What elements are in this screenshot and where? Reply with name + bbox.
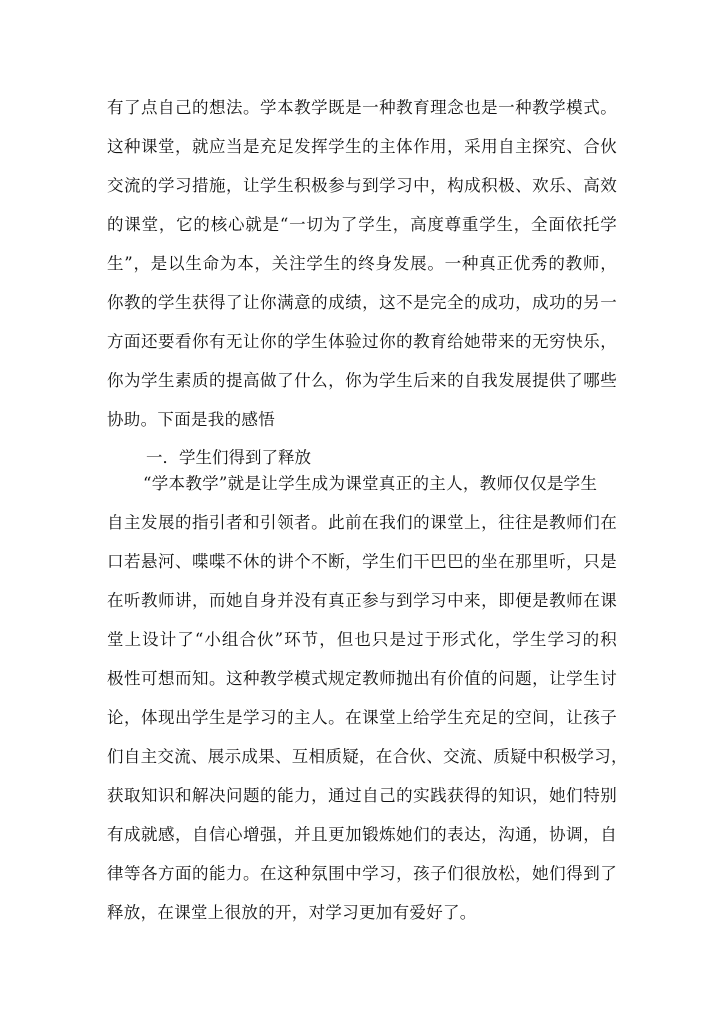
paragraph-line: 律等各方面的能力。在这种氛围中学习，孩子们很放松，她们得到了	[107, 864, 617, 883]
paragraph-line: 的课堂，它的核心就是“一切为了学生，高度尊重学生，全面依托学	[107, 215, 617, 234]
paragraph-line: 们自主交流、展示成果、互相质疑，在合伙、交流、质疑中积极学习，	[107, 747, 628, 766]
paragraph-line: 有成就感，自信心增强，并且更加锻炼她们的表达，沟通，协调，自	[107, 825, 617, 844]
section-heading: 一．学生们得到了释放	[146, 448, 311, 467]
paragraph-line: 释放，在课堂上很放的开，对学习更加有爱好了。	[107, 903, 477, 922]
paragraph-intro	[107, 88, 617, 439]
paragraph-line: 堂上设计了“小组合伙”环节，但也只是过于形式化，学生学习的积	[107, 630, 617, 649]
paragraph-line: 方面还要看你有无让你的学生体验过你的教育给她带来的无穷快乐，	[107, 332, 617, 351]
paragraph-line: 获取知识和解决问题的能力，通过自己的实践获得的知识，她们特别	[107, 786, 617, 805]
paragraph-line: 极性可想而知。这种教学模式规定教师抛出有价值的问题，让学生讨	[107, 669, 617, 688]
paragraph-line: 交流的学习措施，让学生积极参与到学习中，构成积极、欢乐、高效	[107, 176, 617, 195]
paragraph-line: 协助。下面是我的感悟	[107, 410, 275, 429]
paragraph-line: “学本教学”就是让学生成为课堂真正的主人，教师仅仅是学生	[143, 474, 598, 493]
paragraph-line: 有了点自己的想法。学本教学既是一种教育理念也是一种教学模式。	[107, 98, 617, 117]
paragraph-line: 这种课堂，就应当是充足发挥学生的主体作用，采用自主探究、合伙	[107, 137, 617, 156]
paragraph-line: 生”，是以生命为本，关注学生的终身发展。一种真正优秀的教师，	[107, 254, 617, 273]
paragraph-line: 你为学生素质的提高做了什么，你为学生后来的自我发展提供了哪些	[107, 371, 617, 390]
paragraph-line: 口若悬河、喋喋不休的讲个不断，学生们干巴巴的坐在那里听，只是	[107, 552, 617, 571]
paragraph-line: 论，体现出学生是学习的主人。在课堂上给学生充足的空间，让孩子	[107, 708, 617, 727]
paragraph-line: 你教的学生获得了让你满意的成绩，这不是完全的成功，成功的另一	[107, 293, 617, 312]
paragraph-line: 在听教师讲，而她自身并没有真正参与到学习中来，即便是教师在课	[107, 591, 617, 610]
paragraph-line: 自主发展的指引者和引领者。此前在我们的课堂上，往往是教师们在	[107, 513, 617, 532]
paragraph-section-1	[107, 464, 628, 932]
